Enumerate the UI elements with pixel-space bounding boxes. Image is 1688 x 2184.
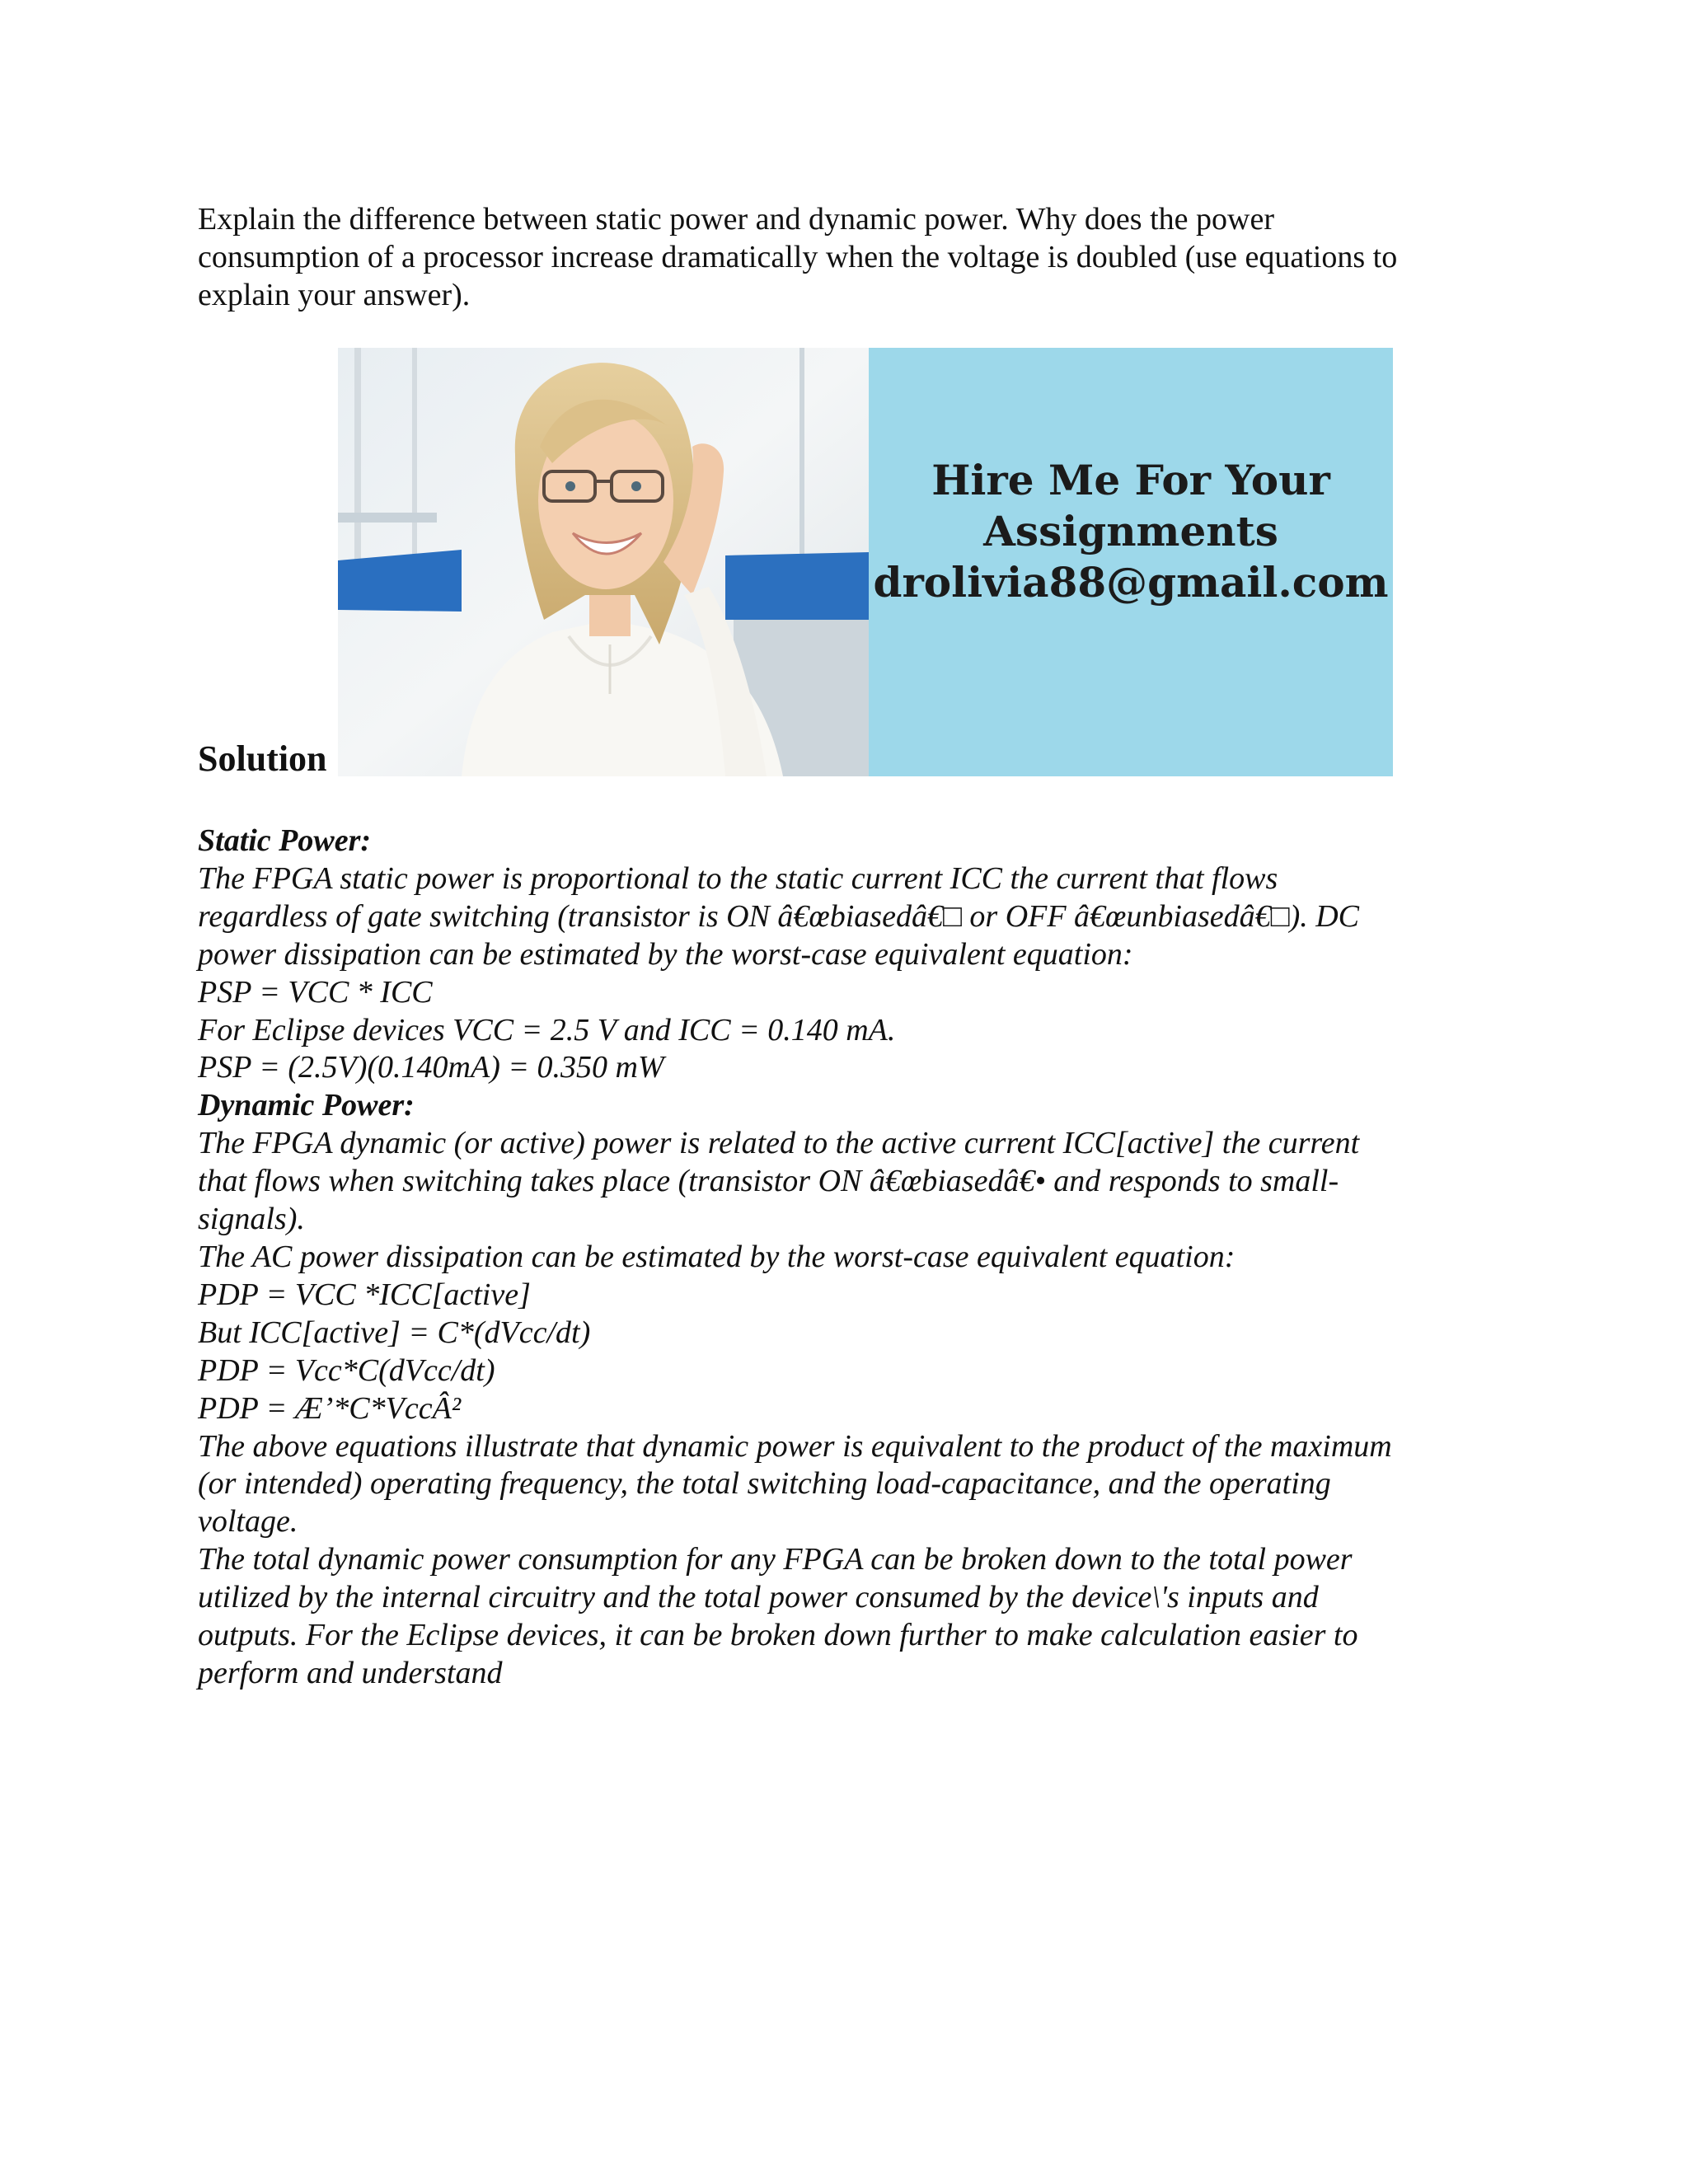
- answer-line: outputs. For the Eclipse devices, it can be broken down further to make calculation easier to: [198, 1618, 1358, 1653]
- ad-text: [869, 455, 1393, 608]
- ad-line-2: Assignments: [983, 507, 1278, 555]
- question-text: [198, 200, 1484, 314]
- answer-line: perform and understand: [198, 1655, 503, 1690]
- answer-line: The FPGA dynamic (or active) power is related to the active current ICC[active] the current: [198, 1126, 1360, 1161]
- answer-line: The total dynamic power consumption for any FPGA can be broken down to the total power: [198, 1542, 1353, 1577]
- answer-line: The AC power dissipation can be estimated by the worst-case equivalent equation:: [198, 1239, 1236, 1274]
- answer-line: power dissipation can be estimated by the worst-case equivalent equation:: [198, 936, 1133, 972]
- dynamic-power-heading: Dynamic Power:: [198, 1088, 415, 1123]
- answer-line: that flows when switching takes place (transistor ON â€œbiasedâ€• and responds to small-: [198, 1164, 1339, 1199]
- question-line: consumption of a processor increase dramatically when the voltage is doubled (use equations to: [198, 240, 1398, 274]
- answer-line: (or intended) operating frequency, the total switching load-capacitance, and the operating: [198, 1466, 1331, 1502]
- question-line: explain your answer).: [198, 278, 471, 312]
- answer-line: regardless of gate switching (transistor is ON â€œbiasedâ€□ or OFF â€œunbiasedâ€□). DC: [198, 898, 1360, 934]
- static-power-heading: Static Power:: [198, 823, 372, 858]
- advertisement-image: [338, 348, 1393, 776]
- answer-line: The FPGA static power is proportional to the static current ICC the current that flows: [198, 860, 1278, 896]
- answer-line: The above equations illustrate that dynamic power is equivalent to the product of the maximum: [198, 1428, 1392, 1464]
- equation-line: PDP = Æ’*C*VccÂ²: [198, 1390, 462, 1426]
- woman-photo: [338, 348, 869, 776]
- ad-email: drolivia88@gmail.com: [873, 558, 1389, 607]
- answer-line: For Eclipse devices VCC = 2.5 V and ICC = 0.140 mA.: [198, 1012, 896, 1047]
- equation-line: But ICC[active] = C*(dVcc/dt): [198, 1315, 591, 1350]
- answer-line: signals).: [198, 1202, 305, 1237]
- equation-line: PDP = Vcc*C(dVcc/dt): [198, 1352, 495, 1388]
- answer-line: utilized by the internal circuitry and the total power consumed by the device\'s inputs and: [198, 1580, 1319, 1615]
- equation-line: PSP = (2.5V)(0.140mA) = 0.350 mW: [198, 1050, 664, 1085]
- answer-text: [198, 823, 1500, 1693]
- equation-line: PSP = VCC * ICC: [198, 974, 433, 1010]
- equation-line: PDP = VCC *ICC[active]: [198, 1277, 531, 1312]
- question-line: Explain the difference between static power and dynamic power. Why does the power: [198, 202, 1274, 237]
- answer-line: voltage.: [198, 1504, 298, 1540]
- ad-panel: [869, 348, 1393, 776]
- ad-line-1: Hire Me For Your: [931, 456, 1330, 504]
- solution-heading: Solution: [198, 738, 327, 779]
